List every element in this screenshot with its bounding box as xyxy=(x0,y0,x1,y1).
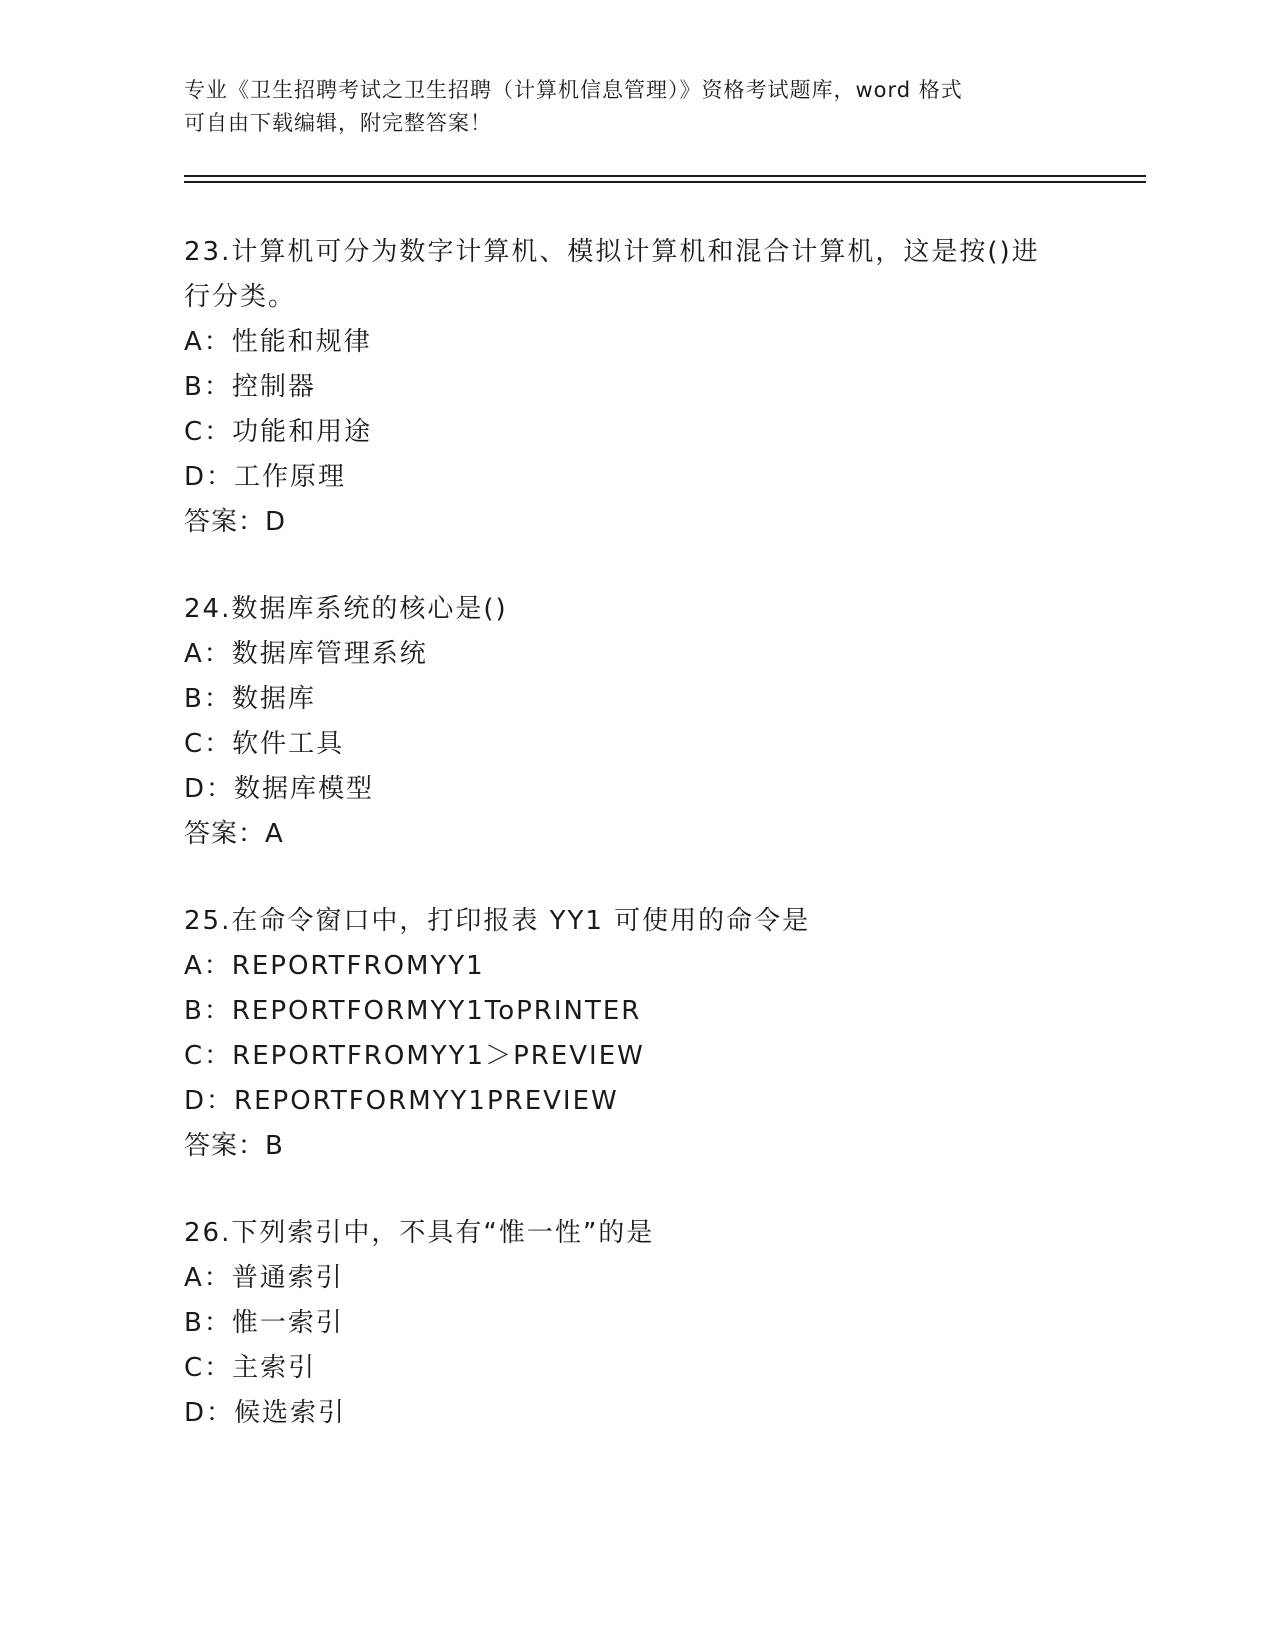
option-text: 性能和规律 xyxy=(231,327,372,357)
option-text: 数据库管理系统 xyxy=(231,639,428,669)
option-text: 普通索引 xyxy=(231,1263,344,1293)
option-c xyxy=(184,1034,1064,1079)
option-key: A： xyxy=(184,639,232,669)
option-b xyxy=(184,1301,1064,1346)
option-text: REPORTFROMYY1 xyxy=(231,951,485,981)
option-d xyxy=(184,767,1064,812)
option-key: B： xyxy=(184,1308,232,1338)
option-key: D： xyxy=(184,774,235,804)
option-a xyxy=(184,320,1064,365)
answer-line: 答案：B xyxy=(184,1131,284,1161)
option-b xyxy=(184,365,1064,410)
answer-line: 答案：D xyxy=(184,507,287,537)
question-23 xyxy=(184,230,1064,545)
option-key: B： xyxy=(184,372,232,402)
option-key: D： xyxy=(184,462,235,492)
option-a xyxy=(184,1256,1064,1301)
option-b xyxy=(184,989,1064,1034)
option-d xyxy=(184,1079,1064,1124)
option-key: A： xyxy=(184,1263,232,1293)
option-key: B： xyxy=(184,996,232,1026)
option-key: D： xyxy=(184,1398,235,1428)
option-c xyxy=(184,722,1064,767)
question-24 xyxy=(184,587,1064,857)
question-text: 24.数据库系统的核心是() xyxy=(184,594,508,624)
option-key: C： xyxy=(184,729,233,759)
option-text: 数据库 xyxy=(231,684,316,714)
option-a xyxy=(184,944,1064,989)
option-a xyxy=(184,632,1064,677)
option-text: 工作原理 xyxy=(234,462,347,492)
option-key: A： xyxy=(184,951,232,981)
option-text: REPORTFORMYY1ToPRINTER xyxy=(231,996,642,1026)
header-line-2: 可自由下载编辑，附完整答案！ xyxy=(184,111,492,135)
header-divider-bottom xyxy=(184,181,1146,183)
option-text: 功能和用途 xyxy=(232,417,373,447)
option-text: REPORTFORMYY1PREVIEW xyxy=(234,1086,619,1116)
option-text: 软件工具 xyxy=(232,729,345,759)
option-key: C： xyxy=(184,1041,233,1071)
question-text: 23.计算机可分为数字计算机、模拟计算机和混合计算机，这是按()进行分类。 xyxy=(184,237,1040,312)
header-divider-top xyxy=(184,175,1146,177)
option-key: D： xyxy=(184,1086,235,1116)
question-25 xyxy=(184,899,1064,1169)
option-c xyxy=(184,410,1064,455)
option-d xyxy=(184,1391,1064,1436)
option-text: REPORTFROMYY1＞PREVIEW xyxy=(232,1041,645,1071)
header-line-1: 专业《卫生招聘考试之卫生招聘（计算机信息管理）》资格考试题库，word 格式 xyxy=(184,78,963,102)
question-26 xyxy=(184,1211,1064,1436)
option-b xyxy=(184,677,1064,722)
document-header xyxy=(184,74,1064,140)
option-text: 主索引 xyxy=(232,1353,317,1383)
option-text: 惟一索引 xyxy=(231,1308,344,1338)
option-key: C： xyxy=(184,1353,233,1383)
question-list xyxy=(184,230,1064,1478)
option-c xyxy=(184,1346,1064,1391)
answer-line: 答案：A xyxy=(184,819,284,849)
option-key: A： xyxy=(184,327,232,357)
option-d xyxy=(184,455,1064,500)
question-text: 26.下列索引中，不具有“惟一性”的是 xyxy=(184,1218,655,1248)
option-key: C： xyxy=(184,417,233,447)
option-text: 数据库模型 xyxy=(234,774,375,804)
option-key: B： xyxy=(184,684,232,714)
question-text: 25.在命令窗口中，打印报表 YY1 可使用的命令是 xyxy=(184,906,811,936)
option-text: 控制器 xyxy=(231,372,316,402)
option-text: 候选索引 xyxy=(234,1398,347,1428)
